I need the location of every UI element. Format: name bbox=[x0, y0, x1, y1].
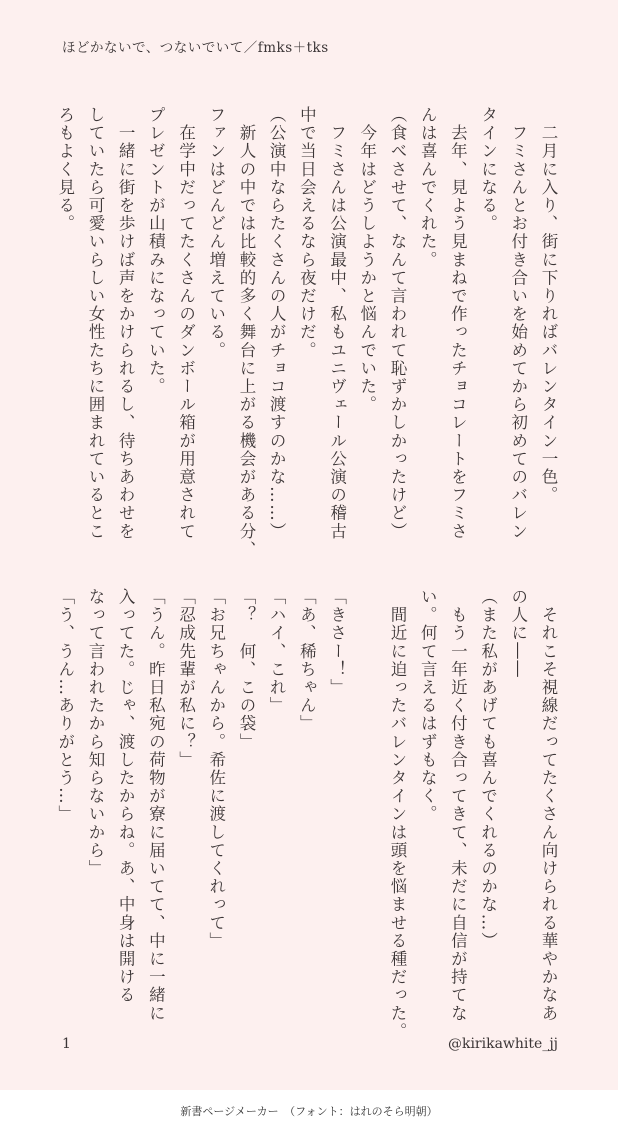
text-line: ファンはどんどん増えている。 bbox=[206, 106, 226, 360]
text-line: 在学中だってたくさんのダンボール箱が用意されて bbox=[176, 106, 196, 541]
text-line: ろもよく見る。 bbox=[55, 106, 75, 233]
text-line: 二月に入り、街に下りればバレンタイン一色。 bbox=[539, 106, 558, 505]
page-title: ほどかないで、つないでいて／fmks＋tks bbox=[62, 40, 329, 56]
text-line: 新人の中では比較的多く舞台に上がる機会がある分、 bbox=[236, 106, 256, 559]
text-line: んは喜んでくれた。 bbox=[418, 106, 438, 269]
text-line: 「うん。昨日私宛の荷物が寮に届いてて、中に一緒に bbox=[146, 588, 166, 1023]
text-line: それこそ視線だってたくさん向けられる華やかなあ bbox=[539, 588, 558, 1023]
text-section-2 bbox=[50, 588, 563, 1041]
text-line: 「きさー！」 bbox=[327, 588, 347, 697]
text-line: なって言われたから知らないから」 bbox=[85, 588, 105, 878]
text-line: 入ってた。じゃ、渡したからね。あ、中身は開ける bbox=[116, 588, 136, 1005]
text-line: 間近に迫ったバレンタインは頭を悩ませる種だった。 bbox=[387, 588, 407, 1041]
text-line: 「う、うん…ありがとう…」 bbox=[55, 588, 75, 824]
text-line: フミさんは公演最中、私もユニヴェール公演の稽古 bbox=[327, 106, 347, 541]
text-line: 「忍成先輩が私に？」 bbox=[176, 588, 196, 769]
text-line: （また私があげても喜んでくれるのかな…） bbox=[478, 588, 498, 950]
text-line: もう一年近く付き合ってきて、未だに自信が持てな bbox=[448, 588, 468, 1023]
text-line: 去年、見よう見まねで作ったチョコレートをフミさ bbox=[448, 106, 468, 541]
text-line: 中で当日会えるなら夜だけだ。 bbox=[297, 106, 317, 360]
text-line: （公演中ならたくさんの人がチョコ渡すのかな……） bbox=[267, 106, 287, 541]
text-line: 一緒に街を歩けば声をかけられるし、待ちあわせを bbox=[116, 106, 136, 541]
author-handle: @kirikawhite_jj bbox=[447, 1036, 558, 1052]
text-line: 「ハイ、これ」 bbox=[267, 588, 287, 715]
page-number: 1 bbox=[62, 1036, 71, 1052]
text-line: フミさんとお付き合いを始めてから初めてのバレン bbox=[508, 106, 528, 541]
text-line: 「？ 何、この袋」 bbox=[236, 588, 256, 751]
text-line: の人に―― bbox=[508, 588, 528, 679]
text-line bbox=[352, 588, 382, 998]
generator-credit: 新書ページメーカー （フォント：はれのそら明朝） bbox=[180, 1105, 438, 1118]
text-line: い。何て言えるはずもなく。 bbox=[418, 588, 438, 824]
text-line: 「あ、稀ちゃん」 bbox=[297, 588, 317, 733]
text-line: 「お兄ちゃんから。希佐に渡してくれって」 bbox=[206, 588, 226, 950]
text-line: （食べさせて、なんて言われて恥ずかしかったけど） bbox=[387, 106, 407, 541]
text-line: していたら可愛いらしい女性たちに囲まれているとこ bbox=[85, 106, 105, 541]
text-line: タインになる。 bbox=[478, 106, 498, 233]
text-line: プレゼントが山積みになっていた。 bbox=[146, 106, 166, 396]
text-line: 今年はどうしようかと悩んでいた。 bbox=[357, 106, 377, 414]
text-section-1 bbox=[50, 106, 563, 559]
